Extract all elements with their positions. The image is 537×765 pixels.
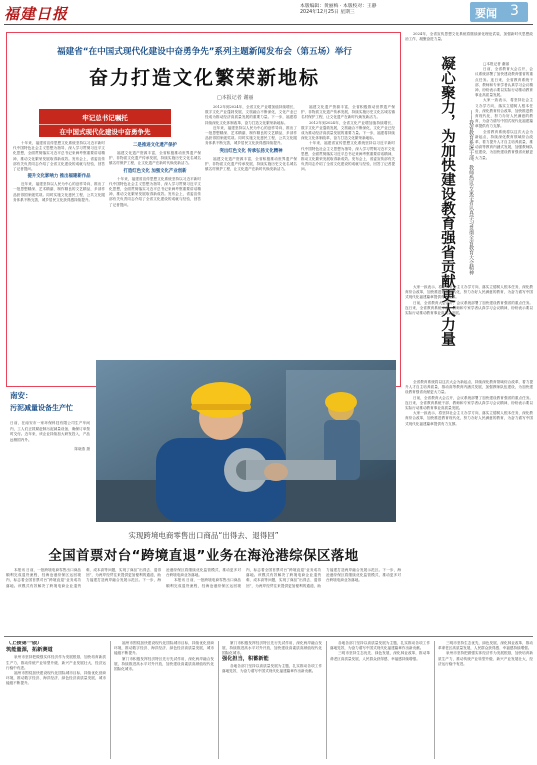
lead-headline: 奋力打造文化繁荣新地标	[88, 67, 320, 89]
lead-paragraph: 2012年到2024年，全省文化产业增加值持续增长，数字文化产业蓬勃发展，文旅融合不断深化，文化产业已经成为推动经济高质量发展的重要力量。下一步，福建将持续深化文化体制改革，奋力打造文化繁荣新地标。	[205, 105, 297, 125]
bottom-column-2	[114, 641, 214, 761]
lead-paragraph: 十年来，福建省宣传思想文化系统坚持以习近平新时代中国特色社会主义思想为指导，深入学习贯彻习近平文化思想，全面贯彻落实习近平总书记来闽考察重要讲话精神，推动文化繁荣发展取得新成效。发布会上，省委宣传部有关负责同志介绍了全省文化建设的成就与经验，回答了记者提问。	[301, 141, 395, 172]
lead-kicker: 福建省“在中国式现代化建设中奋勇争先”系列主题新闻发布会（第五场）举行	[57, 47, 352, 57]
right-paragraph: 2024年，全省宣传思想文化系统将继续深化理论武装，加强新时代思想政治工作，凝聚奋进力量。	[405, 32, 533, 42]
lead-column-3	[205, 105, 297, 381]
mid-article-body	[6, 568, 401, 632]
bottom-continuation: （上接第一版）	[6, 641, 43, 646]
bottom-column-1	[6, 641, 106, 761]
bottom-paragraph: 福州市围绕加快建设现代化国际城市目标，持续优化营商环境，推动数字经济、海洋经济、绿色经济高质量发展，城市能级不断提升。	[6, 671, 106, 686]
photo-caption-text: 日前，在南安市一家环保科技有限公司生产车间内，工人们正抓紧赶制污泥减量设备，确保订单按时交付。近年来，该企业持续加大研发投入，产品远销国内外。	[10, 421, 90, 442]
bottom-paragraph: 各地各部门坚持以高质量发展为主题，扎实推动各项工作落地见效，为奋力谱写中国式现代化福建篇章作出新贡献。	[330, 641, 430, 651]
lead-subhead: 打造红色文化 加强文化产业创新	[123, 168, 187, 174]
bottom-paragraph: 福州市围绕加快建设现代化国际城市目标，持续优化营商环境，推动数字经济、海洋经济、绿色经济高质量发展，城市能级不断提升。	[114, 641, 214, 656]
right-paragraph: 全省教育系统将以这次大会为新起点，持续深化教育领域综合改革，着力提升人才自主培养质量，推动高等教育内涵式发展，加强教师队伍建设，为加快建设教育强省贡献更大力量。	[405, 380, 533, 395]
issue-editors: 本版编辑：黄丽梅 · 本版校对：王静	[300, 4, 377, 9]
mid-headline[interactable]: 全国首票对台“跨境直退”业务在海沧港综保区落地	[48, 549, 359, 564]
lead-subhead: 突出红色文化 传承弘扬文化精神	[219, 148, 283, 154]
right-paragraph: 大家一致表示，将坚持社会主义办学方向，落实立德树人根本任务，深化教育综合改革，加快推进教育现代化，努力办好人民满意的教育，为奋力谱写中国式现代化福建篇章提供有力支撑。	[405, 411, 533, 426]
lead-banner	[39, 109, 171, 137]
photo-caption	[10, 390, 90, 452]
column-divider	[326, 641, 327, 759]
lead-paragraph: 福建文化遗产资源丰富，全省积极推动世界遗产保护、非物质文化遗产传承发展，持续实施历史文化名城名镇名村保护工程，让文化遗产在新时代焕发新活力。	[109, 151, 201, 166]
bottom-paragraph: 厦门市积极发挥经济特区先行先试作用，深化两岸融合发展，持续推进高水平对外开放，加快建设高素质高颜值现代化国际化城市。	[222, 641, 322, 656]
masthead-rule	[4, 24, 533, 25]
banner-line-2: 在中国式现代化建设中奋勇争先	[39, 124, 171, 136]
photo-heading: 南安：	[10, 391, 33, 400]
column-divider	[218, 641, 219, 759]
photo-subheading: 污泥减量设备生产忙	[10, 404, 73, 412]
lead-column-4	[301, 105, 395, 381]
bottom-column-4	[330, 641, 430, 761]
masthead	[0, 0, 537, 26]
lead-paragraph: 近年来，福建坚持以人民为中心的创作导向，推出了一批思想精深、艺术精湛、制作精良的文艺精品，多部作品获得国家级奖项。同时实施文化惠民工程，公共文化服务体系不断完善，城乡居民文化获得感持续提升。	[205, 125, 297, 146]
lead-byline: □本报记者 谢丽	[217, 95, 254, 101]
mid-paragraph: 本报讯 日前，一批跨境电商零售出口商品顺利完成退货流程，经海沧港综保区运回境内，标志着全国首票对台“跨境直退”业务成功落地。该模式有效解决了跨境电商企业退货难、成本高等问题，实现了商品“出得去、退得回”，为两岸经贸往来提供更加便利的通道，助力福建打造两岸融合发展示范区。下一步，海沧港综保区将继续优化监管模式，推动更多对台跨境电商业务落地。	[6, 568, 241, 588]
right-paragraph: 全省教育系统将以这次大会为新起点，持续深化教育领域综合改革，着力提升人才自主培养质量，推动高等教育内涵式发展，加强教师队伍建设，为加快建设教育强省贡献更大力量。	[475, 129, 533, 160]
right-paragraph: 大家一致表示，将坚持社会主义办学方向，落实立德树人根本任务，深化教育综合改革，加快推进教育现代化，努力办好人民满意的教育，为奋力谱写中国式现代化福建篇章提供有力支撑。	[405, 285, 533, 300]
banner-line-1: 牢记总书记嘱托	[82, 114, 128, 122]
lead-paragraph: 福建文化遗产资源丰富，全省积极推动世界遗产保护、非物质文化遗产传承发展，持续实施历史文化名城名镇名村保护工程，让文化遗产在新时代焕发新活力。	[301, 105, 395, 120]
right-paragraph: 日前，全省教育大会召开，会议系统部署了加快建设教育强省的重点任务。连日来，全省教育系统干部、教师和专家学者认真学习会议精神，纷纷表示要以实际行动推动教育事业高质量发展。	[405, 300, 533, 316]
news-photo[interactable]	[96, 360, 396, 522]
lead-paragraph: 十年来，福建省宣传思想文化系统坚持以习近平新时代中国特色社会主义思想为指导，深入学习贯彻习近平文化思想，全面贯彻落实习近平总书记来闽考察重要讲话精神，推动文化繁荣发展取得新成效。发布会上，省委宣传部有关负责同志介绍了全省文化建设的成就与经验，回答了记者提问。	[13, 141, 105, 172]
right-subheadline: ——我省教育系统干部、教师热议专家学者认真学习贯彻全省教育大会精神	[468, 110, 474, 275]
section-tab	[470, 2, 528, 22]
issue-date: 2024年12月25日 星期三	[300, 10, 355, 15]
lead-column-1	[13, 141, 105, 381]
bottom-paragraph: 各地各部门坚持以高质量发展为主题，扎实推动各项工作落地见效，为奋力谱写中国式现代化福建篇章作出新贡献。	[222, 663, 322, 674]
lead-subhead: 二是推进文化遗产保护	[133, 143, 177, 148]
right-column-b	[405, 285, 533, 375]
bottom-rule	[4, 636, 533, 637]
bottom-paragraph: 三明市坚持生态优先、绿色发展，深化林业改革，推动革命老区高质量发展，人民群众获得感、幸福感持续增强。	[330, 651, 430, 661]
lead-paragraph: 福建文化遗产资源丰富，全省积极推动世界遗产保护、非物质文化遗产传承发展，持续实施历史文化名城名镇名村保护工程，让文化遗产在新时代焕发新活力。	[205, 156, 297, 172]
bottom-subhead: 筑能量源，拓新赛道	[6, 647, 53, 654]
lead-subhead: 提升文化影响力 推出福建新作品	[27, 174, 91, 180]
photo-credit: 陈晓燕 摄	[74, 447, 90, 452]
bottom-subhead: 强化担当，积蓄新能	[222, 655, 269, 662]
column-divider	[434, 641, 435, 759]
lead-paragraph: 十年来，福建省宣传思想文化系统坚持以习近平新时代中国特色社会主义思想为指导，深入学习贯彻习近平文化思想，全面贯彻落实习近平总书记来闽考察重要讲话精神，推动文化繁荣发展取得新成效。发布会上，省委宣传部有关负责同志介绍了全省文化建设的成就与经验，回答了记者提问。	[109, 176, 201, 207]
column-divider	[110, 641, 111, 759]
right-paragraph: 日前，全省教育大会召开，会议系统部署了加快建设教育强省的重点任务。连日来，全省教育系统干部、教师和专家学者认真学习会议精神，纷纷表示要以实际行动推动教育事业高质量发展。	[405, 395, 533, 411]
lead-paragraph: 近年来，福建坚持以人民为中心的创作导向，推出了一批思想精深、艺术精湛、制作精良的文艺精品，多部作品获得国家级奖项。同时实施文化惠民工程，公共文化服务体系不断完善，城乡居民文化获得感持续提升。	[13, 182, 105, 202]
right-paragraph: 大家一致表示，将坚持社会主义办学方向，落实立德树人根本任务，深化教育综合改革，加快推进教育现代化，努力办好人民满意的教育，为奋力谱写中国式现代化福建篇章提供有力支撑。	[475, 98, 533, 129]
bottom-paragraph: 三明市坚持生态优先、绿色发展，深化林业改革，推动革命老区高质量发展，人民群众获得感、幸福感持续增强。	[438, 641, 533, 651]
lead-column-2	[109, 141, 201, 381]
mid-paragraph: 本报讯 日前，一批跨境电商零售出口商品顺利完成退货流程，经海沧港综保区运回境内，标志着全国首票对台“跨境直退”业务成功落地。该模式有效解决了跨境电商企业退货难、成本高等问题，实现了商品“出得去、退得回”，为两岸经贸往来提供更加便利的通道，助力福建打造两岸融合发展示范区。下一步，海沧港综保区将继续优化监管模式，推动更多对台跨境电商业务落地。	[166, 568, 401, 588]
lead-paragraph: 2012年到2024年，全省文化产业增加值持续增长，数字文化产业蓬勃发展，文旅融合不断深化，文化产业已经成为推动经济高质量发展的重要力量。下一步，福建将持续深化文化体制改革，奋力打造文化繁荣新地标。	[301, 120, 395, 141]
issue-meta	[300, 4, 460, 16]
worker-photo-illustration	[96, 360, 396, 522]
section-label: 要闻	[475, 7, 497, 20]
bottom-paragraph: 泉州市坚持把做强实体经济作为发展根基，加快培育新质生产力，推动传统产业转型升级、新兴产业发展壮大，经济运行稳中有进。	[438, 651, 533, 666]
photo-feature[interactable]	[6, 360, 401, 522]
mid-kicker: 实现跨境电商零售出口商品“出得去、退得回”	[128, 531, 279, 540]
bottom-paragraph: 泉州市坚持把做强实体经济作为发展根基，加快培育新质生产力，推动传统产业转型升级、新兴产业发展壮大，经济运行稳中有进。	[6, 655, 106, 670]
bottom-paragraph: 厦门市积极发挥经济特区先行先试作用，深化两岸融合发展，持续推进高水平对外开放，加快建设高素质高颜值现代化国际化城市。	[114, 656, 214, 672]
right-paragraph: 日前，全省教育大会召开，会议系统部署了加快建设教育强省的重点任务。连日来，全省教育系统干部、教师和专家学者认真学习会议精神，纷纷表示要以实际行动推动教育事业高质量发展。	[475, 67, 533, 98]
bottom-column-3	[222, 641, 322, 761]
right-byline: □本报记者 谢丽	[483, 62, 510, 66]
right-headline: 凝心聚力，为加快建设教育强省贡献更大力量	[439, 56, 455, 346]
newspaper-logo: 福建日报	[4, 5, 69, 23]
page-number: 3	[510, 3, 519, 19]
bottom-column-5	[438, 641, 533, 761]
right-column-a	[475, 62, 533, 282]
lead-article[interactable]	[6, 32, 401, 387]
right-column-c	[405, 380, 533, 495]
